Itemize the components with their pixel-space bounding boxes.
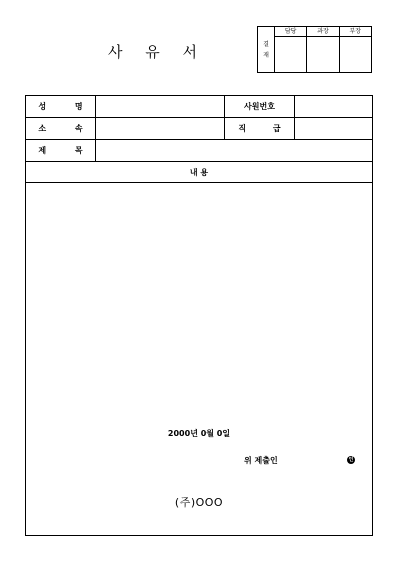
approval-sign-row <box>275 37 371 72</box>
approval-sign-director[interactable] <box>340 37 371 72</box>
approval-box <box>257 26 372 73</box>
approval-sign-staff[interactable] <box>275 37 307 72</box>
department-field[interactable] <box>96 118 225 139</box>
approval-header-row <box>275 27 371 37</box>
approval-col-director: 부장 <box>349 28 362 35</box>
approval-col-manager: 과장 <box>307 27 339 36</box>
content-area[interactable] <box>26 183 372 535</box>
submitter-label: 위 제출인 <box>244 456 278 465</box>
date-text: 2000년 0월 0일 <box>167 429 231 438</box>
subject-field[interactable] <box>96 140 372 161</box>
employee-no-field[interactable] <box>295 96 372 117</box>
row-name <box>26 96 372 118</box>
position-label: 직 급 <box>225 118 295 139</box>
subject-label: 제 목 <box>26 140 96 161</box>
document-title: 사 유 서 <box>108 43 207 61</box>
name-label: 성 명 <box>26 96 96 117</box>
content-label: 내 용 <box>189 167 209 177</box>
department-label: 소 속 <box>26 118 96 139</box>
reason-form <box>25 95 373 536</box>
row-subject <box>26 140 372 162</box>
seal-icon: 인 <box>348 457 354 463</box>
approval-label-line2: 재 <box>263 51 269 59</box>
company-name: (주)OOO <box>174 496 224 509</box>
approval-col-staff: 담당 <box>275 27 307 36</box>
employee-no-label: 사원번호 <box>225 96 295 117</box>
approval-label-line1: 결 <box>263 40 269 48</box>
approval-label <box>258 27 275 72</box>
name-field[interactable] <box>96 96 225 117</box>
row-content-header <box>26 162 372 183</box>
position-field[interactable] <box>295 118 372 139</box>
approval-sign-manager[interactable] <box>307 37 339 72</box>
row-department <box>26 118 372 140</box>
